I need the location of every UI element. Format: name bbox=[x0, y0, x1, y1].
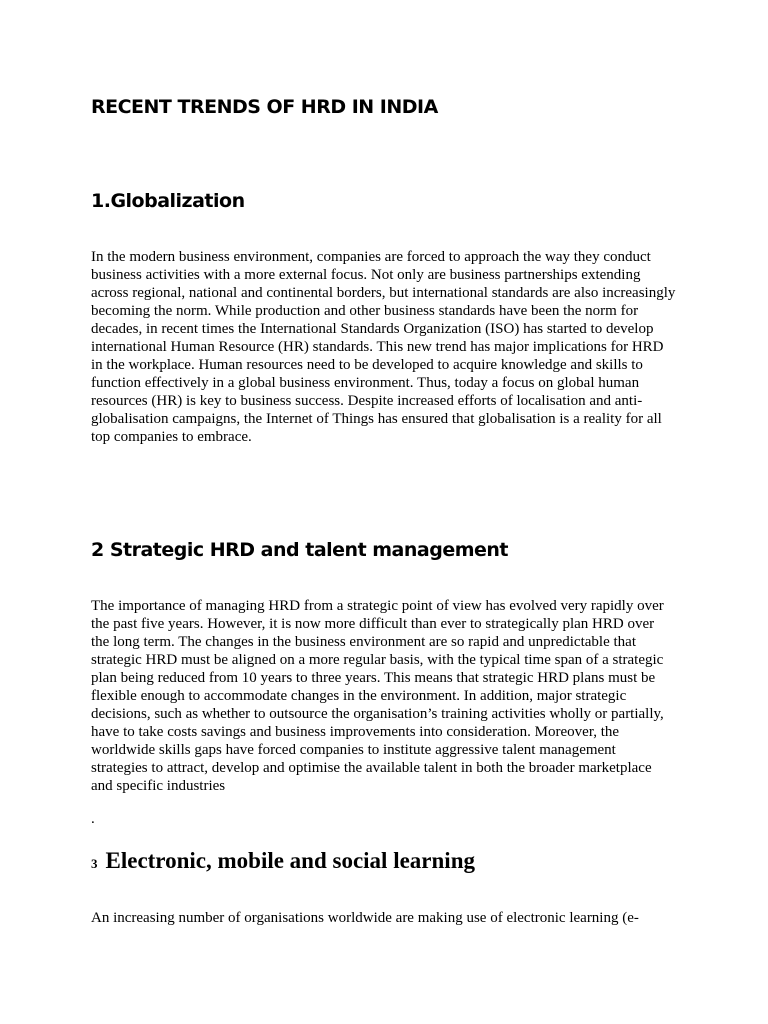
section-number: 3 bbox=[91, 856, 98, 871]
paragraph-line: have to take costs savings and business improvements into consideration. Moreover, the bbox=[91, 724, 620, 740]
paragraph-line: resources (HR) is key to business success. Despite increased efforts of localisation and anti- bbox=[91, 393, 643, 409]
section-heading-strategic-hrd: 2 Strategic HRD and talent management bbox=[91, 539, 509, 561]
separator-dot: . bbox=[91, 811, 95, 827]
paragraph-line: top companies to embrace. bbox=[91, 429, 252, 445]
paragraph-line: decisions, such as whether to outsource the organisation’s training activities wholly or partially, bbox=[91, 706, 664, 722]
paragraph-line: strategies to attract, develop and optimise the available talent in both the broader marketplace bbox=[91, 760, 652, 776]
paragraph-line: decades, in recent times the International Standards Organization (ISO) has started to develop bbox=[91, 321, 654, 337]
paragraph-line: across regional, national and continental borders, but international standards are also increasingly bbox=[91, 285, 676, 301]
section-paragraph-strategic-hrd bbox=[91, 597, 691, 795]
paragraph-line: flexible enough to accommodate changes in the environment. In addition, major strategic bbox=[91, 688, 627, 704]
section-paragraph-electronic-learning bbox=[91, 909, 691, 927]
paragraph-line: The importance of managing HRD from a strategic point of view has evolved very rapidly over bbox=[91, 598, 664, 614]
paragraph-line: business activities with a more external focus. Not only are business partnerships extending bbox=[91, 267, 641, 283]
paragraph-line: worldwide skills gaps have forced companies to institute aggressive talent management bbox=[91, 742, 616, 758]
paragraph-line: strategic HRD must be aligned on a more regular basis, with the typical time span of a strategic bbox=[91, 652, 664, 668]
document-title: RECENT TRENDS OF HRD IN INDIA bbox=[91, 96, 438, 118]
paragraph-line: becoming the norm. While production and other business standards have been the norm for bbox=[91, 303, 639, 319]
paragraph-line: the long term. The changes in the business environment are so rapid and unpredictable that bbox=[91, 634, 636, 650]
section-paragraph-globalization bbox=[91, 248, 691, 446]
paragraph-line: international Human Resource (HR) standards. This new trend has major implications for HRD bbox=[91, 339, 664, 355]
paragraph-line: the past five years. However, it is now more difficult than ever to strategically plan HRD over bbox=[91, 616, 655, 632]
section-heading-text: Electronic, mobile and social learning bbox=[105, 848, 475, 873]
paragraph-line: An increasing number of organisations worldwide are making use of electronic learning (e- bbox=[91, 910, 639, 926]
paragraph-line: plan being reduced from 10 years to three years. This means that strategic HRD plans must be bbox=[91, 670, 656, 686]
paragraph-line: In the modern business environment, companies are forced to approach the way they conduct bbox=[91, 249, 651, 265]
paragraph-line: globalisation campaigns, the Internet of Things has ensured that globalisation is a reality for all bbox=[91, 411, 662, 427]
paragraph-line: function effectively in a global business environment. Thus, today a focus on global human bbox=[91, 375, 640, 391]
paragraph-line: and specific industries bbox=[91, 778, 226, 794]
paragraph-line: in the workplace. Human resources need to be developed to acquire knowledge and skills to bbox=[91, 357, 643, 373]
section-heading-electronic-learning bbox=[91, 847, 475, 878]
section-heading-globalization: 1.Globalization bbox=[91, 190, 245, 212]
